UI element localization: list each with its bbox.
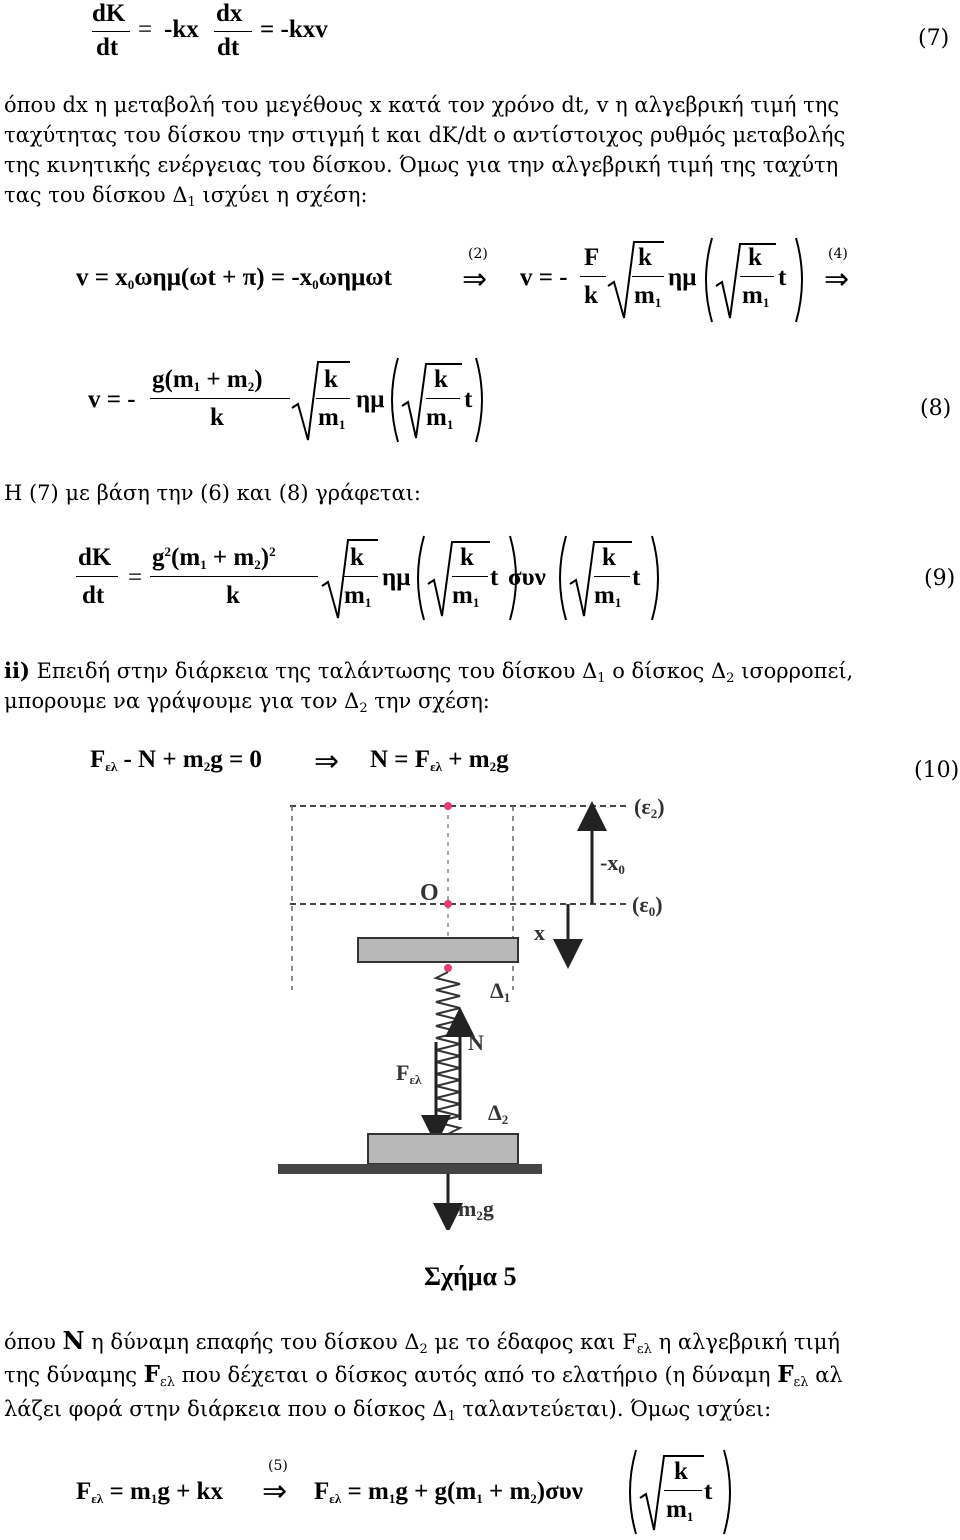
eq8-sqrt1-m1: $m_1$ [318, 404, 346, 432]
eq7-equals: = [138, 16, 153, 43]
eq8-numerator: $g(m_1 + m_2)$ [152, 366, 263, 394]
eqv-F: F [584, 244, 600, 271]
eqv-tag-4: (4) [828, 246, 848, 262]
label-minus-x0: $-x_0$ [600, 850, 625, 877]
eqv-implies-arrow-1: ⇒ [462, 263, 488, 296]
eq9-hm: ημ [382, 564, 411, 591]
eq10-rhs: $N = F_{\varepsilon\lambda} + m_2g$ [370, 746, 509, 774]
eqlast-implies-arrow: ⇒ [262, 1475, 288, 1508]
eq10-implies-arrow: ⇒ [314, 745, 340, 778]
para3-line-1: ii) Επειδή στην διάρκεια της ταλάντωσης του δίσκου $\Delta_1$ ο δίσκος $\Delta_2$ ισορροπεί, [4, 658, 854, 686]
eq9-equals: = [128, 564, 143, 591]
eq8-label: (8) [920, 396, 952, 421]
ground [278, 1164, 542, 1174]
eq9-label: (9) [924, 566, 956, 591]
eq7-denominator-dt: dt [96, 34, 119, 61]
eqv-k-den: k [584, 282, 598, 309]
eq7-fraction-bar-1 [92, 31, 130, 32]
para1-line-1: όπου dx η μεταβολή του μεγέθους x κατά τον χρόνο dt, v η αλγεβρική τιμή της [4, 93, 840, 117]
para1-line-2: ταχύτητας του δίσκου την στιγμή t και dK/dt ο αντίστοιχος ρυθμός μεταβολής [4, 123, 846, 147]
eq7-numerator-dx: dx [216, 0, 243, 27]
eq8-sqrt1-k: k [324, 366, 338, 393]
paragraph-2: Η (7) με βάση την (6) και (8) γράφεται: [4, 481, 421, 505]
eq10-label: (10) [914, 758, 960, 783]
eq9-sqrt2-k: k [460, 544, 474, 571]
point-O [444, 900, 452, 908]
eq8-frac-bar [150, 398, 290, 399]
disk-D1 [358, 938, 518, 962]
figure-5-diagram [270, 790, 690, 1230]
para4-line-3: λάζει φορά στην διάρκεια που ο δίσκος $\Delta_1$ ταλαντεύεται). Όμως ισχύει: [4, 1397, 772, 1424]
label-x: x [534, 920, 545, 945]
spring [436, 972, 460, 1134]
eq9-sqrt3-m1: $m_1$ [594, 582, 622, 610]
eq7-minus-kx: -kx [164, 16, 199, 43]
eq7-rhs: = -kxv [260, 16, 328, 43]
eq9-dK: dK [78, 544, 112, 571]
eqv-sqrt1-bar [632, 276, 664, 277]
eqv-hm: ημ [668, 264, 697, 291]
eq9-sqrt2-m1: $m_1$ [452, 582, 480, 610]
eqlast-tag-5: (5) [268, 1458, 288, 1474]
eq7-label: (7) [918, 26, 950, 51]
eq9-sqrt1-k: k [350, 544, 364, 571]
eqlast-sqrt-m1: $m_1$ [666, 1496, 694, 1524]
disk-D2 [368, 1134, 518, 1164]
para1-line-4: τας του δίσκου $\Delta_1$ ισχύει η σχέση: [4, 183, 368, 210]
eq9-t-2: t [632, 564, 641, 591]
eq7-fraction-bar-2 [214, 31, 252, 32]
eq9-sqrt3-bar [594, 576, 630, 577]
eq9-frac-bar-2 [150, 576, 318, 577]
eqv-sqrt1-m1: $m_1$ [634, 282, 662, 310]
eqv-lhs: $v = x_0\omega\eta\mu(\omega t + \pi) = -x_0\omega\eta\mu\omega t$ [76, 264, 392, 292]
eqlast-sqrt-bar [664, 1490, 702, 1491]
figure-caption: Σχήμα 5 [424, 1262, 517, 1291]
eqv-frac-bar-F-k [580, 276, 606, 277]
eqv-sqrt1-k: k [638, 244, 652, 271]
eq9-syn: συν [508, 564, 546, 591]
eq9-numerator: $g^2(m_1 + m_2)^2$ [152, 544, 276, 572]
eqv-implies-arrow-2: ⇒ [824, 263, 850, 296]
eq9-den-k: k [226, 582, 240, 609]
eq8-sqrt2-bar [426, 398, 460, 399]
eqlast-t: t [704, 1478, 713, 1505]
eq7-numerator-dK: dK [92, 0, 126, 27]
label-D1: $\Delta_1$ [490, 978, 511, 1005]
eq8-sqrt1-bar [316, 398, 350, 399]
eq8-hm: ημ [356, 386, 385, 413]
eqlast-rhs: $F_{\varepsilon\lambda} = m_1g + g(m_1 + m_2)\sigma\upsilon\nu$ [314, 1478, 583, 1506]
para4-line-2: της δύναμης $F_{\varepsilon\lambda}$ που δέχεται ο δίσκος αυτός από το ελατήριο (η δύναμη $F_{\varepsilon\lambda}$ αλ [4, 1361, 843, 1390]
eq9-sqrt1-bar [344, 576, 378, 577]
label-O: O [420, 880, 439, 906]
eq7-denominator-dt-2: dt [217, 34, 240, 61]
label-eps2: $(\varepsilon_2)$ [634, 794, 665, 821]
eq9-dt: dt [82, 582, 105, 609]
eq9-sqrt2-bar [452, 576, 488, 577]
eq9-sqrt1-m1: $m_1$ [344, 582, 372, 610]
eqv-v-minus: v = - [520, 264, 568, 291]
eq9-sqrt3-k: k [602, 544, 616, 571]
label-eps0: $(\varepsilon_0)$ [632, 892, 663, 919]
eqv-t: t [778, 264, 787, 291]
label-m2g: $m_2g$ [458, 1196, 494, 1223]
eq9-t-1: t [490, 564, 499, 591]
label-Fel: $F_{\varepsilon\lambda}$ [396, 1060, 422, 1087]
eqlast-lhs: $F_{\varepsilon\lambda} = m_1g$ + kx [76, 1478, 223, 1506]
label-N: N [468, 1030, 484, 1055]
eqv-sqrt2-k: k [748, 244, 762, 271]
point-eps2 [444, 802, 452, 810]
eq8-v: v = - [88, 386, 136, 413]
spring-top-point [444, 964, 452, 972]
eq8-den-k: k [210, 404, 224, 431]
eq10-lhs: $F_{\varepsilon\lambda} - N + m_2g = 0$ [90, 746, 262, 774]
eq8-sqrt2-m1: $m_1$ [426, 404, 454, 432]
eqv-sqrt2-bar [740, 276, 774, 277]
para3-line-2: μπορουμε να γράψουμε για τον $\Delta_2$ την σχέση: [4, 689, 490, 716]
para1-line-3: της κινητικής ενέργειας του δίσκου. Όμως για την αλγεβρική τιμή της ταχύτη [4, 153, 839, 177]
label-D2: $\Delta_2$ [488, 1100, 509, 1127]
eq9-frac-bar-1 [76, 576, 118, 577]
eqv-tag-2: (2) [468, 246, 488, 262]
para4-line-1: όπου N η δύναμη επαφής του δίσκου $\Delta_2$ με το έδαφος και $F_{\varepsilon\lambda}$ η αλγεβρική τιμή [4, 1326, 840, 1357]
eq8-sqrt2-k: k [434, 366, 448, 393]
eqv-sqrt2-m1: $m_1$ [742, 282, 770, 310]
eq8-t: t [464, 386, 473, 413]
eqlast-sqrt-k: k [674, 1458, 688, 1485]
